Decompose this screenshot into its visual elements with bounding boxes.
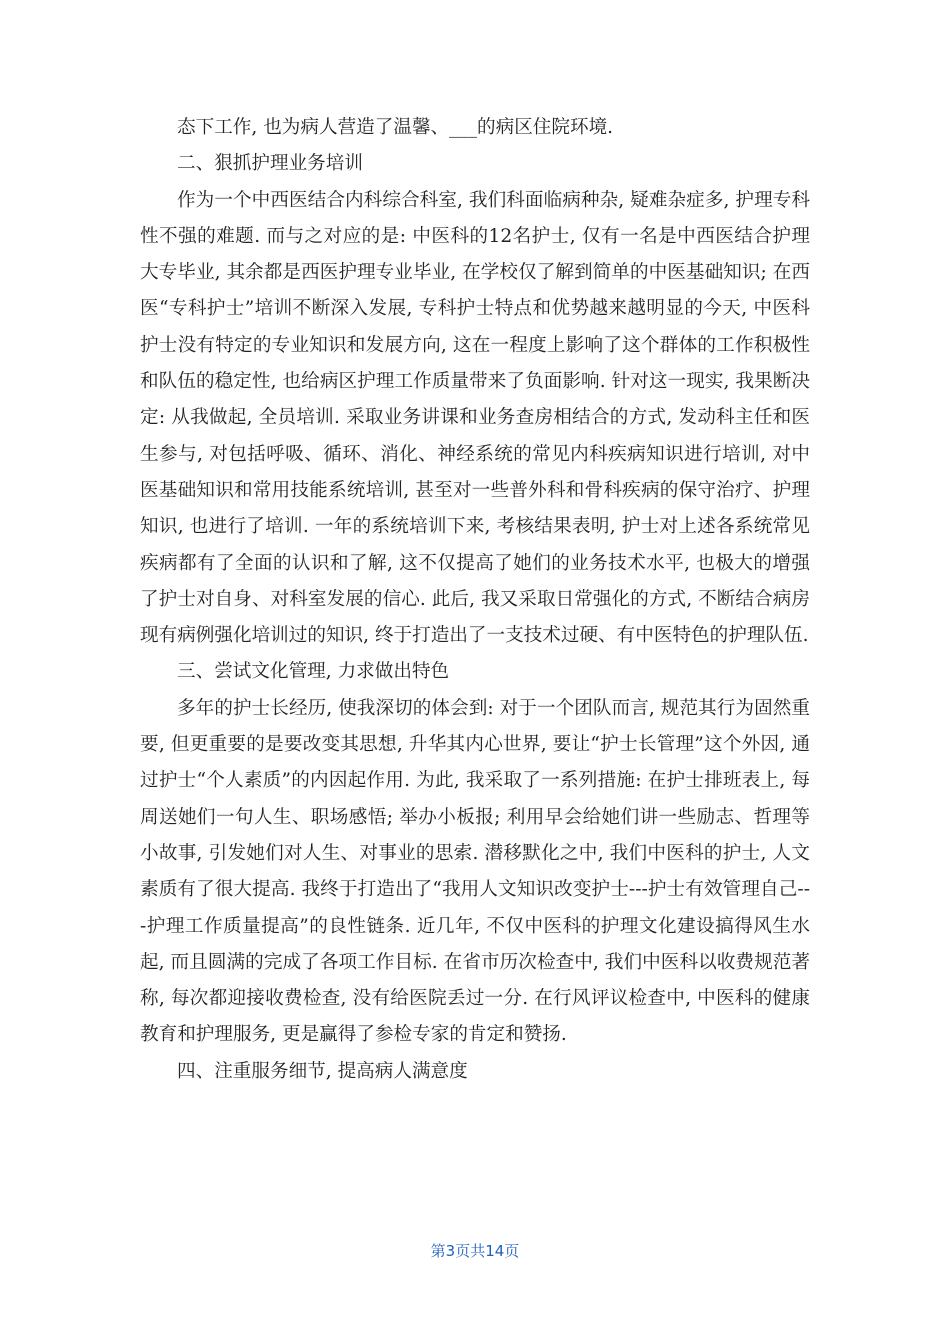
paragraph-culture: 多年的护士长经历, 使我深切的体会到: 对于一个团队而言, 规范其行为固然重要, 但更重要的是要改变其思想, 升华其内心世界, 要让“护士长管理”这个外因, 通过护士“个人素质”的内因起作用. 为此, 我采取了一系列措施: 在护士排班表上, 每周送她们一句人生、职场感悟; 举办小板报; 利用早会给她们讲一些励志、哲理等小故事, 引发她们对人生、对事业的思索. 潜移默化之中, 我们中医科的护士, 人文素质有了很大提高. 我终于打造出了“我用人文知识改变护士---护士有效管理自己---护理工作质量提高”的良性链条. 近几年, 不仅中医科的护理文化建设搞得风生水起, 而且圆满的完成了各项工作目标. 在省市历次检查中, 我们中医科以收费规范著称, 每次都迎接收费检查, 没有给医院丢过一分. 在行风评议检查中, 中医科的健康教育和护理服务, 更是赢得了参检专家的肯定和赞扬. (140, 697, 810, 1046)
document-body (140, 110, 810, 1090)
page-number-footer: 第3页共14页 (430, 1242, 520, 1260)
paragraph-continuation: 态下工作, 也为病人营造了温馨、___的病区住院环境. (177, 117, 614, 138)
section-heading-3: 三、尝试文化管理, 力求做出特色 (177, 661, 450, 683)
section-heading-2: 二、狠抓护理业务培训 (177, 153, 363, 175)
section-heading-4: 四、注重服务细节, 提高病人满意度 (177, 1060, 468, 1082)
paragraph-training: 作为一个中西医结合内科综合科室, 我们科面临病种杂, 疑难杂症多, 护理专科性不强的难题. 而与之对应的是: 中医科的12名护士, 仅有一名是中西医结合护理大专毕业, 其余都是西医护理专业毕业, 在学校仅了解到简单的中医基础知识; 在西医“专科护士”培训不断深入发展, 专科护士特点和优势越来越明显的今天, 中医科护士没有特定的专业知识和发展方向, 这在一程度上影响了这个群体的工作积极性和队伍的稳定性, 也给病区护理工作质量带来了负面影响. 针对这一现实, 我果断决定: 从我做起, 全员培训. 采取业务讲课和业务查房相结合的方式, 发动科主任和医生参与, 对包括呼吸、循环、消化、神经系统的常见内科疾病知识进行培训, 对中医基础知识和常用技能系统培训, 甚至对一些普外科和骨科疾病的保守治疗、护理知识, 也进行了培训. 一年的系统培训下来, 考核结果表明, 护士对上述各系统常见疾病都有了全面的认识和了解, 这不仅提高了她们的业务技术水平, 也极大的增强了护士对自身、对科室发展的信心. 此后, 我又采取日常强化的方式, 不断结合病房现有病例强化培训过的知识, 终于打造出了一支技术过硬、有中医特色的护理队伍. (140, 189, 810, 647)
